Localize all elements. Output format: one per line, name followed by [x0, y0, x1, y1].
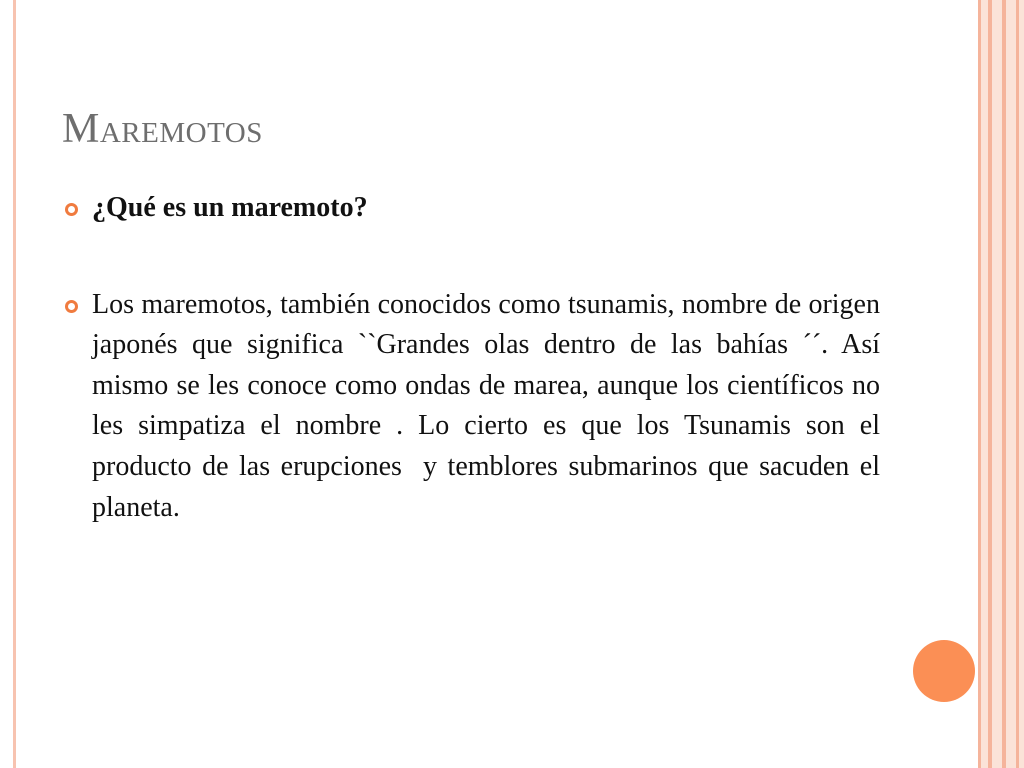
- decorative-circle: [913, 640, 975, 702]
- slide-title: Maremotos: [62, 106, 263, 152]
- frame-left-border: [13, 0, 16, 768]
- bullet-item-description: [62, 285, 887, 529]
- bullet-item-question: [62, 188, 880, 229]
- bullet-text: Los maremotos, también conocidos como tsunamis, nombre de origen japonés que significa ``Grandes olas dentro de las bahías ´´. Así mismo se les conoce como ondas de marea, aunque los científicos no les simpatiza el nombre . Lo cierto es que los Tsunamis son el producto de las erupciones y temblores submarinos que sacuden el planeta.: [92, 288, 887, 523]
- frame-right-band: [978, 0, 1024, 768]
- frame-stripe: [1002, 0, 1006, 768]
- bullet-text: ¿Qué es un maremoto?: [92, 192, 368, 223]
- bullet-icon: [65, 300, 78, 313]
- frame-stripe: [1016, 0, 1019, 768]
- frame-stripe: [978, 0, 981, 768]
- bullet-icon: [65, 203, 78, 216]
- frame-stripe: [988, 0, 992, 768]
- bullet-list: [62, 188, 887, 528]
